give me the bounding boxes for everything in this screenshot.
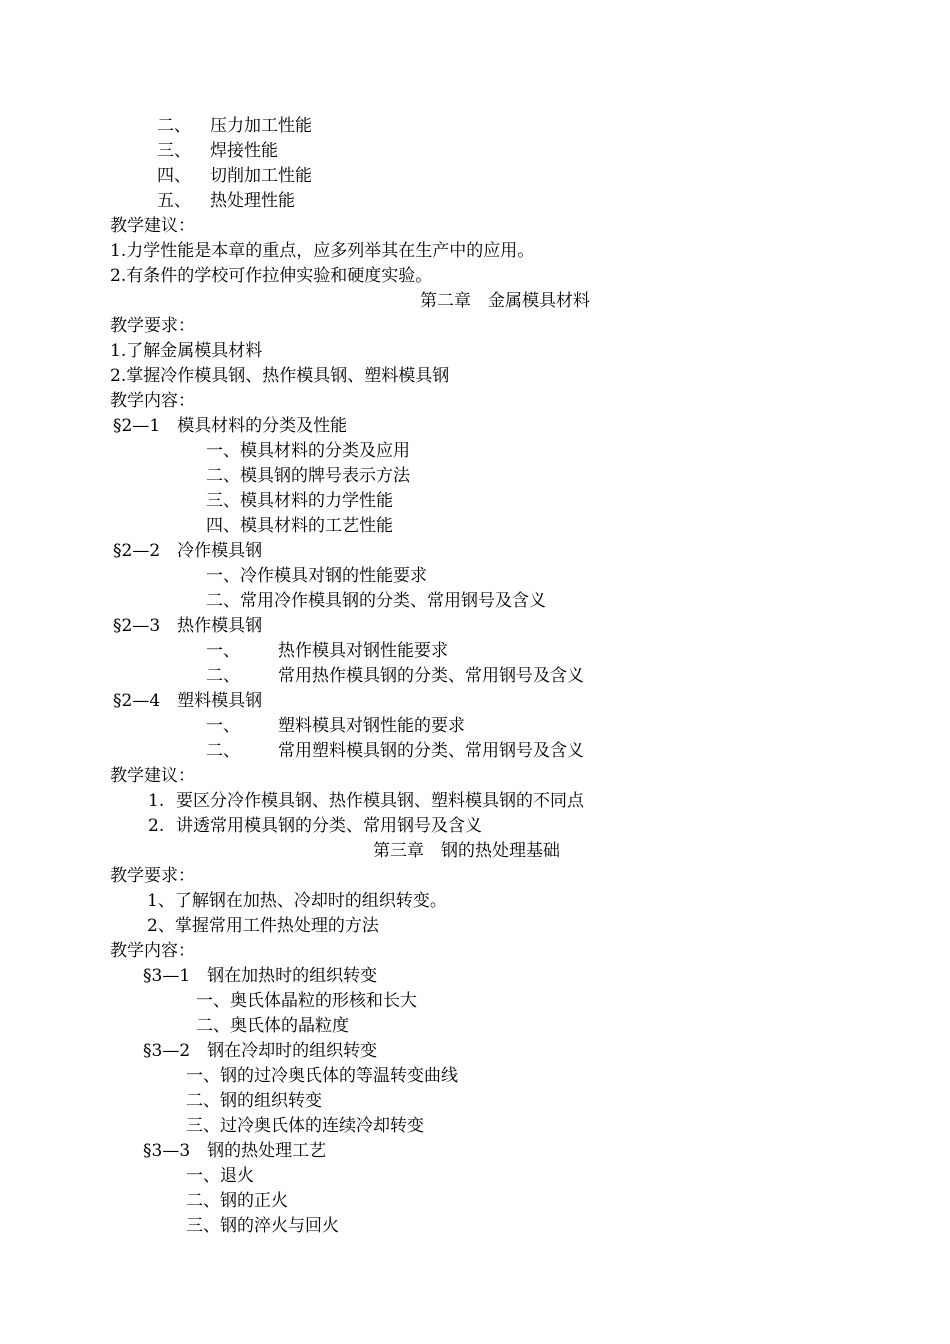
list-item: 一、退火 (186, 1166, 254, 1186)
requirement-item: 2、掌握常用工件热处理的方法 (147, 916, 379, 936)
list-item: 一、钢的过冷奥氏体的等温转变曲线 (186, 1066, 458, 1086)
requirement-item: 2.掌握冷作模具钢、热作模具钢、塑料模具钢 (110, 366, 450, 386)
section-heading: §3—1 钢在加热时的组织转变 (143, 966, 378, 986)
section-heading: §2—2 冷作模具钢 (113, 541, 263, 561)
section-label: 教学内容： (110, 391, 195, 411)
section-heading: §2—4 塑料模具钢 (113, 691, 263, 711)
list-item-number: 二、 (157, 116, 191, 136)
list-item: 切削加工性能 (210, 166, 312, 186)
list-item: 一、冷作模具对钢的性能要求 (206, 566, 427, 586)
suggestion-item: 1.力学性能是本章的重点，应多列举其在生产中的应用。 (110, 241, 535, 261)
list-item: 三、过冷奥氏体的连续冷却转变 (186, 1116, 424, 1136)
list-item-number: 一、 (206, 641, 240, 661)
list-item: 常用塑料模具钢的分类、常用钢号及含义 (278, 741, 584, 761)
chapter-title: 第三章 钢的热处理基础 (373, 841, 560, 861)
list-item-number: 二、 (206, 666, 240, 686)
section-label: 教学建议： (110, 216, 195, 236)
section-label: 教学建议： (110, 766, 195, 786)
section-heading: §2—3 热作模具钢 (113, 616, 263, 636)
section-label: 教学要求： (110, 866, 195, 886)
section-heading: §2—1 模具材料的分类及性能 (113, 416, 348, 436)
list-item-number: 四、 (157, 166, 191, 186)
requirement-item: 1.了解金属模具材料 (110, 341, 263, 361)
list-item: 一、奥氏体晶粒的形核和长大 (196, 991, 417, 1011)
list-item: 三、模具材料的力学性能 (206, 491, 393, 511)
list-item: 四、模具材料的工艺性能 (206, 516, 393, 536)
requirement-item: 1、了解钢在加热、冷却时的组织转变。 (147, 891, 447, 911)
list-item: 三、钢的淬火与回火 (186, 1216, 339, 1236)
list-item: 常用热作模具钢的分类、常用钢号及含义 (278, 666, 584, 686)
suggestion-number: 2. (148, 816, 165, 836)
list-item-number: 三、 (157, 141, 191, 161)
list-item: 塑料模具对钢性能的要求 (278, 716, 465, 736)
list-item-number: 一、 (206, 716, 240, 736)
section-heading: §3—2 钢在冷却时的组织转变 (143, 1041, 378, 1061)
list-item: 热处理性能 (210, 191, 295, 211)
list-item: 压力加工性能 (210, 116, 312, 136)
list-item: 热作模具对钢性能要求 (278, 641, 448, 661)
list-item-number: 五、 (157, 191, 191, 211)
suggestion-item: 2.有条件的学校可作拉伸实验和硬度实验。 (110, 266, 433, 286)
suggestion-item: 讲透常用模具钢的分类、常用钢号及含义 (176, 816, 482, 836)
suggestion-number: 1. (148, 791, 165, 811)
chapter-title: 第二章 金属模具材料 (420, 291, 590, 311)
list-item-number: 二、 (206, 741, 240, 761)
list-item: 二、奥氏体的晶粒度 (196, 1016, 349, 1036)
list-item: 焊接性能 (210, 141, 278, 161)
list-item: 二、常用冷作模具钢的分类、常用钢号及含义 (206, 591, 546, 611)
list-item: 二、钢的组织转变 (186, 1091, 322, 1111)
suggestion-item: 要区分冷作模具钢、热作模具钢、塑料模具钢的不同点 (176, 791, 584, 811)
list-item: 二、模具钢的牌号表示方法 (206, 466, 410, 486)
list-item: 二、钢的正火 (186, 1191, 288, 1211)
list-item: 一、模具材料的分类及应用 (206, 441, 410, 461)
section-label: 教学要求： (110, 316, 195, 336)
section-heading: §3—3 钢的热处理工艺 (143, 1141, 327, 1161)
section-label: 教学内容： (110, 941, 195, 961)
